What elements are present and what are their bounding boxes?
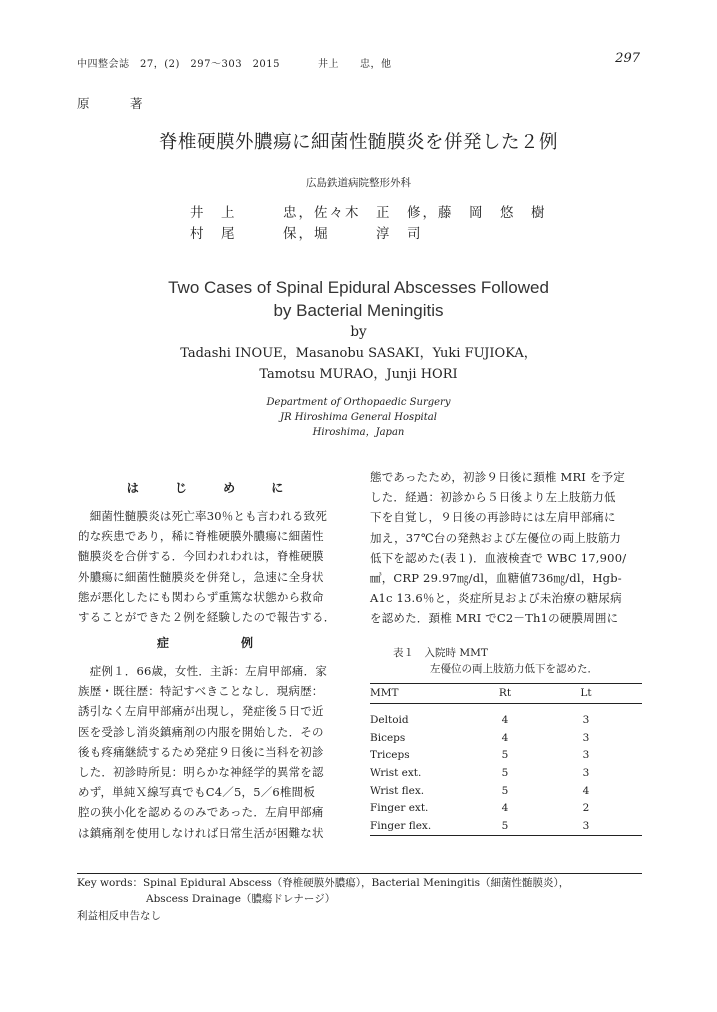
right-line: 態であったため，初診９日後に頚椎 MRI を予定	[370, 470, 626, 484]
authors-english	[0, 343, 717, 385]
intro-line: 外膿瘍に細菌性髄膜炎を併発し，急速に全身状	[78, 569, 324, 584]
column-header: Rt	[480, 684, 530, 704]
case-line: した．初診時所見：明らかな神経学的異常を認	[78, 765, 324, 780]
table-row	[370, 746, 642, 764]
table-cell: 5	[501, 749, 509, 762]
table-cell: Wrist flex.	[370, 784, 425, 797]
table-header-row	[370, 684, 642, 704]
table-cell: 3	[582, 731, 590, 744]
intro-heading: は じ め に	[126, 481, 300, 495]
table-caption-title: 表１ 入院時 MMT	[393, 647, 488, 659]
intro-line: することができた２例を経験したので報告する．	[78, 610, 336, 625]
right-line: 低下を認めた(表１)．血液検査で WBC 17,900/	[370, 550, 627, 565]
table-cell: 5	[480, 817, 530, 835]
table-cell: Finger ext.	[370, 802, 429, 815]
keywords	[77, 876, 569, 907]
intro-line: 態が悪化したにも関わらず重篤な状態から救命	[78, 589, 324, 604]
right-line: を認めた．頚椎 MRI でC2－Th1の硬膜周囲に	[370, 611, 619, 626]
right-line: ㎣，CRP 29.97㎎/dl，血糖値736㎎/dl，Hgb-	[370, 571, 622, 586]
table-cell: Deltoid	[370, 713, 409, 726]
column-header: MMT	[370, 684, 480, 704]
case-line: 腔の狭小化を認めるのみであった．左肩甲部痛	[78, 805, 324, 820]
footer-divider	[77, 873, 642, 874]
case-line: 誘引なく左肩甲部痛が出現し，発症後５日で近	[78, 704, 324, 719]
table-row	[370, 782, 642, 800]
case-line: 後も疼痛継続するため発症９日後に当科を初診	[78, 744, 324, 759]
affil-en-line-2: JR Hiroshima General Hospital	[280, 412, 437, 423]
case-line: 医を受診し消炎鎮痛剤の内服を開始した．その	[78, 724, 324, 739]
authors-ja-line-2: 村 尾 保，堀 淳 司	[190, 226, 423, 242]
table-cell: Triceps	[370, 749, 410, 762]
affil-en-line-3: Hiroshima，Japan	[312, 427, 405, 438]
table-cell: 2	[582, 802, 590, 815]
title-japanese: 脊椎硬膜外膿瘍に細菌性髄膜炎を併発した２例	[158, 132, 558, 153]
by-label: by	[350, 324, 367, 340]
table-cell: 4	[501, 713, 509, 726]
case-line: は鎮痛剤を使用しなければ日常生活が困難な状	[78, 825, 324, 840]
authors-ja-line-1: 井 上 忠，佐々木 正 修，藤 岡 悠 樹	[190, 205, 547, 221]
table-cell: 5	[501, 784, 509, 797]
table-caption	[393, 645, 598, 677]
case-text	[78, 661, 348, 843]
column-header: Lt	[530, 684, 642, 704]
keywords-line-1: Key words：Spinal Epidural Abscess（脊椎硬膜外膿瘍），Bacterial Meningitis（細菌性髄膜炎），	[77, 877, 570, 889]
table-cell: 5	[501, 766, 509, 779]
table-cell: 3	[582, 766, 590, 779]
table-cell: 4	[501, 802, 509, 815]
table-cell: 3	[582, 713, 590, 726]
case-line: めず，単純Ｘ線写真でもC4／5，5／6椎間板	[78, 785, 316, 800]
case-line: 症例１．66歳，女性．主訴：左肩甲部痛．家	[78, 664, 328, 678]
table-row	[370, 711, 642, 729]
intro-text	[78, 506, 348, 627]
title-en-line-2: by Bacterial Meningitis	[273, 301, 444, 320]
authors-en-line-1: Tadashi INOUE，Masanobu SASAKI，Yuki FUJIOKA，	[180, 346, 537, 361]
intro-line: 髄膜炎を合併する．今回われわれは，脊椎硬膜	[78, 549, 324, 564]
table-cell: 4	[501, 731, 509, 744]
right-line: 加え，37℃台の発熱および左優位の両上肢筋力	[370, 530, 622, 545]
table-cell: Finger flex.	[370, 817, 480, 835]
table-cell: Wrist ext.	[370, 766, 422, 779]
running-authors: 井上 忠，他	[318, 59, 392, 70]
authors-japanese	[190, 203, 547, 245]
keywords-line-2: Abscess Drainage（膿瘍ドレナージ）	[146, 892, 336, 905]
section-label: 原 著	[77, 96, 157, 111]
authors-en-line-2: Tamotsu MURAO，Junji HORI	[259, 367, 458, 382]
title-en-line-1: Two Cases of Spinal Epidural Abscesses Followed	[168, 278, 549, 297]
mmt-table	[370, 683, 642, 836]
intro-line: 細菌性髄膜炎は死亡率30％とも言われる致死	[78, 509, 328, 523]
title-english	[0, 276, 717, 322]
intro-line: 的な疾患であり，稀に脊椎硬膜外膿瘍に細菌性	[78, 529, 324, 544]
affil-en-line-1: Department of Orthopaedic Surgery	[266, 397, 451, 408]
table-row	[370, 764, 642, 782]
right-line: A1c 13.6％と，炎症所見および未治療の糖尿病	[370, 591, 622, 606]
table-cell: 3	[582, 749, 590, 762]
right-line: 下を自覚し，９日後の再診時には左肩甲部痛に	[370, 510, 616, 525]
case-heading: 症 例	[156, 636, 269, 650]
table-row	[370, 729, 642, 747]
right-column-text	[370, 467, 642, 629]
table-row	[370, 799, 642, 817]
table-cell: 3	[530, 817, 642, 835]
page-number: 297	[615, 51, 640, 66]
table-caption-desc: 左優位の両上肢筋力低下を認めた．	[430, 663, 598, 675]
journal-citation: 中四整会誌 27，(2) 297～303 2015	[77, 59, 281, 70]
affiliation-japanese: 広島鉄道病院整形外科	[306, 177, 411, 189]
affiliation-english	[0, 395, 717, 440]
conflict-of-interest: 利益相反申告なし	[77, 910, 161, 922]
table-row	[370, 817, 642, 835]
case-line: 族歴・既往歴：特記すべきことなし．現病歴：	[78, 684, 324, 699]
table-cell: 4	[582, 784, 590, 797]
table-cell: Biceps	[370, 731, 406, 744]
right-line: した．経過：初診から５日後より左上肢筋力低	[370, 490, 616, 505]
